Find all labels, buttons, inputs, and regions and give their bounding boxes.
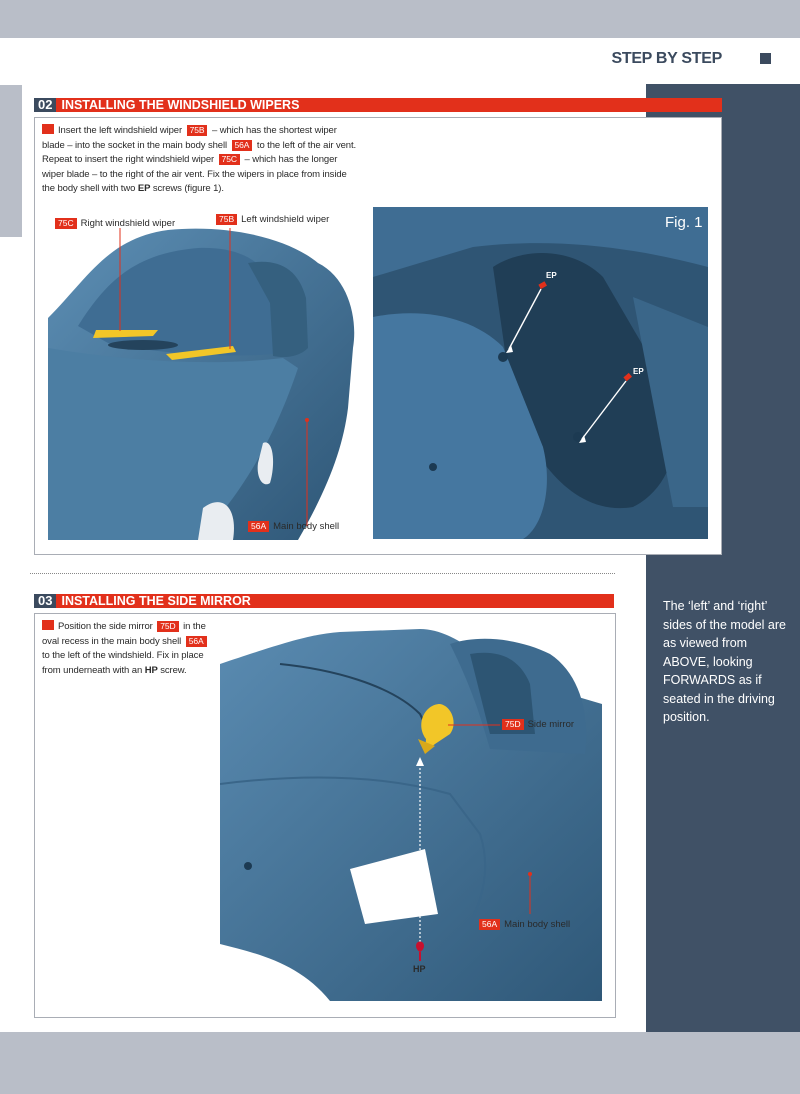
- bullet-icon: [42, 620, 54, 630]
- side-note: The ‘left’ and ‘right’ sides of the model are as viewed from ABOVE, looking FORWARDS as if seated in the driving position.: [663, 599, 786, 724]
- step-02-instructions: Insert the left windshield wiper 75B – which has the shortest wiper blade – into the socket in the main body shell 56A to the left of the air vent. Repeat to insert the right windshield wiper 75C – which has the longer wiper blade – to the right of the air vent. Fix the wipers in place from inside the body shell with two EP screws (figure 1).: [42, 125, 357, 194]
- part-tag-75d: 75D: [157, 621, 178, 632]
- step-03-instructions: Position the side mirror 75D in the oval recess in the main body shell 56A to the left of the windshield. Fix in place from underneath with an HP screw.: [42, 621, 206, 676]
- figure-1-image: [373, 207, 708, 539]
- underside-illustration: [373, 207, 708, 539]
- callout-main-body-shell-2: 56A Main body shell: [477, 919, 570, 930]
- bottom-band: [0, 1032, 800, 1094]
- callout-main-body-shell: 56A Main body shell: [246, 521, 339, 532]
- callout-side-mirror: 75D Side mirror: [500, 719, 574, 730]
- side-mirror-image: [220, 624, 602, 1001]
- figure-label: Fig. 1: [665, 214, 703, 231]
- hp-screw-label: HP: [413, 964, 426, 974]
- car-body-illustration: [48, 208, 358, 540]
- part-tag-56a: 56A: [186, 636, 207, 647]
- step-03-number: 03: [34, 594, 56, 608]
- header-square-icon: [760, 53, 771, 64]
- bullet-icon: [42, 124, 54, 134]
- page-title: STEP BY STEP: [611, 50, 722, 67]
- car-side-illustration: [220, 624, 602, 1001]
- section-divider: [30, 573, 615, 574]
- part-tag-56a: 56A: [232, 140, 253, 151]
- callout-left-wiper: 75B Left windshield wiper: [214, 214, 329, 225]
- callout-right-wiper: 75C Right windshield wiper: [53, 218, 175, 229]
- ep-screw-label-1: EP: [546, 271, 557, 280]
- part-tag-75b: 75B: [187, 125, 208, 136]
- step-03-title: INSTALLING THE SIDE MIRROR: [61, 594, 251, 608]
- windshield-wipers-image: [48, 208, 358, 540]
- step-03-heading: [34, 594, 614, 608]
- top-band: [0, 0, 800, 38]
- step-02-number: 02: [34, 98, 56, 112]
- part-tag-75c: 75C: [219, 154, 240, 165]
- step-02-heading: [34, 98, 722, 112]
- left-band: [0, 85, 22, 237]
- ep-screw-label-2: EP: [633, 367, 644, 376]
- step-02-title: INSTALLING THE WINDSHIELD WIPERS: [61, 98, 300, 112]
